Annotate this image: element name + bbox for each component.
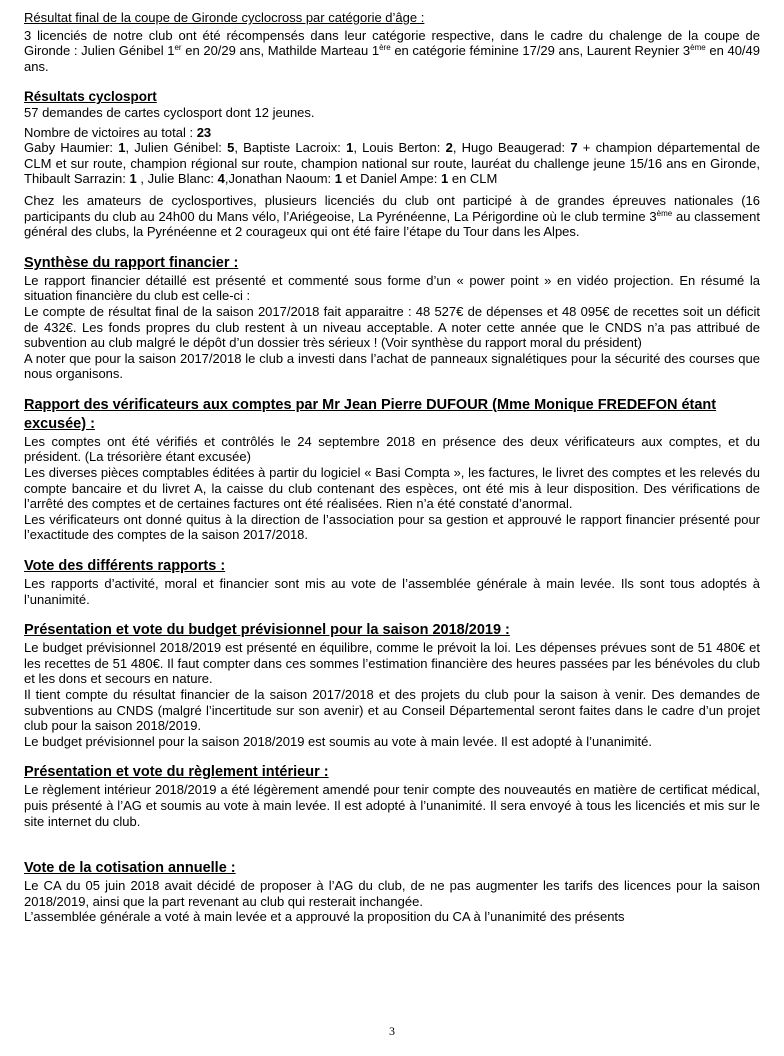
result-count: 1 (346, 140, 354, 156)
result-count: 1 (129, 171, 137, 187)
coupe-heading: Résultat final de la coupe de Gironde cyclocross par catégorie d’âge : (24, 10, 425, 25)
budget-heading: Présentation et vote du budget prévisionnel pour la saison 2018/2019 : (24, 622, 510, 639)
budget-paragraph-1: Le budget prévisionnel 2018/2019 est présenté en équilibre, comme le prévoit la loi. Les dépenses prévues sont de 51 480€ et les recettes de 51 480€. Il faut compter dans ces sommes l’estimation financière des heures passées par les bénévoles du club et les dons et secours en nature. (24, 640, 760, 687)
result-count: 2 (445, 140, 453, 156)
result-count: 7 (570, 140, 578, 156)
coupe-text-2: en 20/29 ans, Mathilde Marteau 1 (181, 43, 380, 59)
result-text: et Daniel Ampe: (342, 171, 441, 187)
budget-paragraph-3: Le budget prévisionnel pour la saison 2018/2019 est soumis au vote à main levée. Il est adopté à l’unanimité. (24, 733, 653, 749)
verificateurs-paragraph-1: Les comptes ont été vérifiés et contrôlés le 24 septembre 2018 en présence des deux vérificateurs aux comptes, et du président. (La trésorière étant excusée) (24, 433, 760, 465)
result-text: + champion départemental de CLM et sur route, champion régional sur route, champion national sur route, lauréat du challenge jeune 15/16 ans en Gironde, Thibault Sarrazin: (24, 140, 760, 187)
page-number: 3 (389, 1024, 395, 1038)
result-count: 1 (118, 140, 126, 156)
cotisation-heading: Vote de la cotisation annuelle : (24, 860, 236, 877)
cotisation-paragraph-2: L’assemblée générale a voté à main levée et a approuvé la proposition du CA à l’unanimité des présents (24, 909, 625, 925)
result-text: ,Jonathan Naoum: (224, 171, 335, 187)
result-text: , Baptiste Lacroix: (234, 140, 347, 156)
coupe-text-1: 3 licenciés de notre club ont été récompensés dans leur catégorie respective, dans le cadre du chalenge de la coupe de Gironde : Julien Génibel 1 (24, 27, 760, 59)
cyclosport-heading: Résultats cyclosport (24, 89, 157, 105)
cyclosport-amateurs (24, 193, 760, 240)
financier-paragraph-2: Le compte de résultat final de la saison 2017/2018 fait apparaitre : 48 527€ de dépenses et 48 095€ de recettes soit un déficit de 432€. Les fonds propres du club restent à un niveau acceptable. A noter cette année que le CNDS n’a pas attribué de subvention au club malgré le dépôt d’un dossier très sérieux ! (Voir synthèse du rapport moral du président) (24, 303, 760, 351)
verificateurs-paragraph-2: Les diverses pièces comptables éditées à partir du logiciel « Basi Compta », les factures, le livret des comptes et les relevés du compte bancaire et du livret A, la caisse du club contenant des espèces, ont été mis à leur disposition. Des vérifications de l’arrêté des comptes et de certaines factures ont été réalisées. Rien n’a été constaté d’anormal. (24, 465, 760, 512)
result-count: 5 (227, 140, 235, 156)
budget-paragraph-2: Il tient compte du résultat financier de la saison 2017/2018 et des projets du club pour la saison à venir. Des demandes de subventions au CNDS (malgré l’incertitude sur son avenir) et au Conseil Départemental seront faites dans le cadre d’un projet club pour la saison 2018/2019. (24, 687, 760, 734)
coupe-sup-1: er (174, 43, 182, 53)
vote-rapports-heading: Vote des différents rapports : (24, 558, 226, 575)
result-text: , Louis Berton: (353, 140, 446, 156)
victoires-total: 23 (196, 124, 212, 140)
result-text: , Julie Blanc: (136, 171, 218, 187)
coupe-paragraph (24, 28, 760, 75)
coupe-sup-2: ère (379, 43, 391, 53)
reglement-heading: Présentation et vote du règlement intérieur : (24, 764, 329, 781)
victoires-label: Nombre de victoires au total : (24, 124, 197, 140)
result-text: en CLM (448, 171, 498, 187)
vote-rapports-paragraph: Les rapports d’activité, moral et financier sont mis au vote de l’assemblée générale à main levée. Ils sont tous adoptés à l’unanimité. (24, 576, 760, 607)
amateurs-sup: ème (656, 208, 673, 218)
amateurs-text-1: Chez les amateurs de cyclosportives, plusieurs licenciés du club ont participé à de grandes épreuves nationales (16 participants du club au 24h00 du Mans vélo, l’Ariégeoise, La Pyrénéenne, La Périgordine où le club termine 3 (24, 192, 760, 224)
result-text: , Hugo Beaugerad: (452, 140, 571, 156)
financier-paragraph-3: A noter que pour la saison 2017/2018 le club a investi dans l’achat de panneaux signalétiques pour la sécurité des courses que nous organisons. (24, 350, 760, 382)
coupe-text-3: en catégorie féminine 17/29 ans, Laurent Reynier 3 (390, 43, 691, 59)
cyclosport-demandes: 57 demandes de cartes cyclosport dont 12 jeunes. (24, 104, 315, 120)
document-page (24, 10, 760, 925)
coupe-text-4: en 40/49 ans. (24, 43, 761, 74)
verificateurs-paragraph-3: Les vérificateurs ont donné quitus à la direction de l’association pour sa gestion et approuvé le rapport financier présenté pour l’exactitude des comptes de la saison 2017/2018. (24, 511, 760, 543)
cyclosport-victoires (24, 125, 760, 141)
cyclosport-results (24, 140, 760, 187)
result-text: Gaby Haumier: (24, 140, 119, 156)
result-count: 1 (441, 171, 449, 187)
reglement-paragraph: Le règlement intérieur 2018/2019 a été légèrement amendé pour tenir compte des nouveautés en matière de certificat médical, puis présenté à l’AG et soumis au vote à main levée. Il est adopté à l’unanimité. Il sera envoyé à tous les licenciés et mis sur le site internet du club. (24, 782, 760, 829)
financier-paragraph-1: Le rapport financier détaillé est présenté et commenté sous forme d’un « power point » en vidéo projection. En résumé la situation financière du club est celle-ci : (24, 272, 760, 304)
verificateurs-heading: Rapport des vérificateurs aux comptes par Mr Jean Pierre DUFOUR (Mme Monique FREDEFON étant excusée) : (24, 396, 717, 432)
result-text: , Julien Génibel: (125, 140, 228, 156)
amateurs-text-2: au classement général des clubs, la Pyrénéenne et 2 courageux qui ont été faire l’étape du Tour dans les Alpes. (24, 208, 761, 240)
financier-heading: Synthèse du rapport financier : (24, 254, 239, 271)
result-count: 1 (334, 171, 342, 187)
cotisation-paragraph-1: Le CA du 05 juin 2018 avait décidé de proposer à l’AG du club, de ne pas augmenter les tarifs des licences pour la saison 2018/2019, ainsi que la part revenant au club qui resterait inchangée. (24, 878, 760, 909)
coupe-sup-3: ème (690, 43, 706, 53)
result-count: 4 (217, 171, 225, 187)
